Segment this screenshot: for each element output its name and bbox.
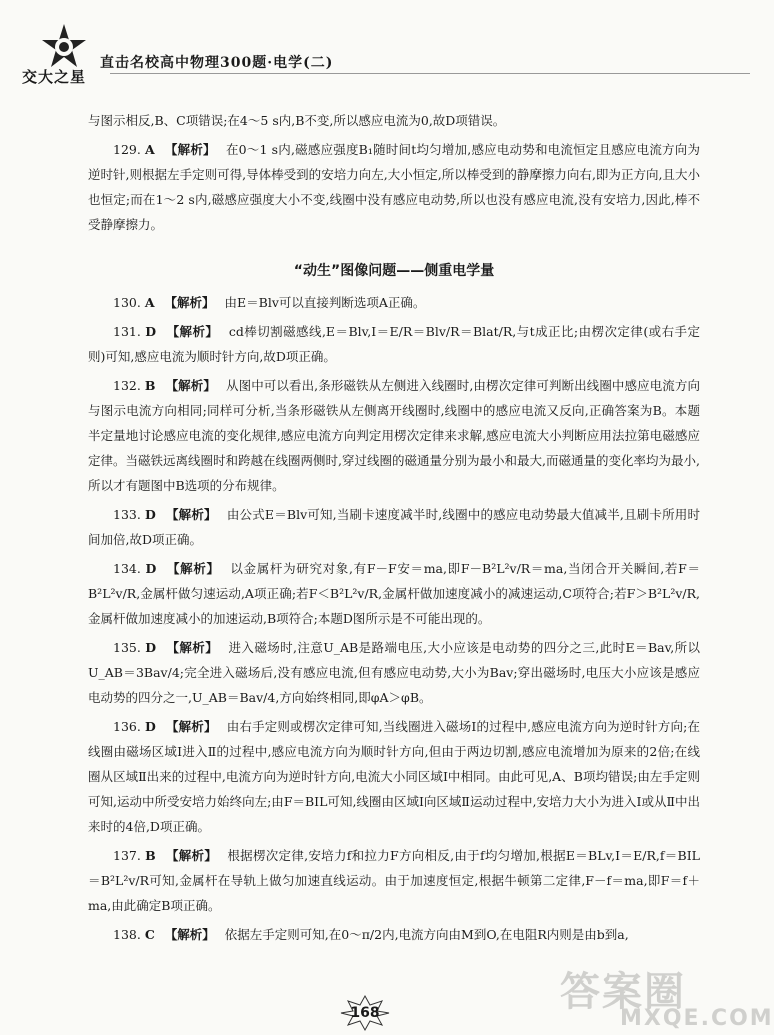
page-number-text: 168 — [350, 1005, 380, 1021]
watermark-line2: MXQE.COM — [620, 1006, 774, 1031]
item-number: 132. — [113, 378, 141, 393]
answer-item-135 — [88, 635, 700, 710]
item-text: 从图中可以看出,条形磁铁从左侧进入线圈时,由楞次定律可判断出线圈中感应电流方向与图示电流方向相同;同样可分析,当条形磁铁从左侧离开线圈时,线圈中的感应电流又反向,正确答案为B。本题半定量地讨论感应电流的变化规律,感应电流方向判定用楞次定律来求解,感应电流大小判断应用法拉第电磁感应定律。当磁铁远离线圈时和跨越在线圈两侧时,穿过线圈的磁通量分别为最小和最大,而磁通量的变化率均为最小,所以才有题图中B选项的分布规律。 — [88, 378, 700, 493]
analysis-tag: 【解析】 — [167, 561, 220, 576]
item-answer: A — [144, 295, 155, 310]
page-content — [88, 108, 700, 951]
analysis-tag: 【解析】 — [166, 507, 217, 522]
section-title: “动生”图像问题——侧重电学量 — [293, 263, 495, 279]
item-text: 根据楞次定律,安培力f和拉力F方向相反,由于f均匀增加,根据E＝BLv,I＝E/R,f＝BIL＝B²L²v/R可知,金属杆在导轨上做匀加速直线运动。由于加速度恒定,根据牛顿第二定律,F－f＝ma,即F＝f＋ma,由此确定B项正确。 — [88, 848, 700, 913]
item-number: 137. — [113, 848, 141, 863]
item-text: 由E＝Blv可以直接判断选项A正确。 — [224, 295, 426, 310]
publisher-logo — [18, 22, 113, 92]
page-header — [0, 0, 750, 95]
item-text: 由公式E＝Blv可知,当刷卡速度减半时,线圈中的感应电动势最大值减半,且刷卡所用时间加倍,故D项正确。 — [88, 507, 700, 547]
paragraph: 与图示相反,B、C项错误;在4～5 s内,B不变,所以感应电流为0,故D项错误。 — [88, 113, 506, 128]
item-text: 进入磁场时,注意U_AB是路端电压,大小应该是电动势的四分之三,此时E＝Bav,所以U_AB＝3Bav/4;完全进入磁场后,没有感应电流,但有感应电动势,大小为Bav;穿出磁场时,电压大小应该是感应电动势的四分之一,U_AB＝Bav/4,方向始终相同,即φA＞φB。 — [88, 640, 700, 705]
item-answer: D — [144, 719, 156, 734]
answer-item-138 — [88, 922, 700, 947]
item-answer: B — [145, 848, 156, 863]
analysis-tag: 【解析】 — [166, 324, 219, 339]
item-text: 在0～1 s内,磁感应强度B₁随时间t均匀增加,感应电动势和电流恒定且感应电流方向为逆时针,则根据左手定则可得,导体棒受到的安培力向左,大小恒定,所以棒受到的静摩擦力向右,即为正方向,且大小也恒定;而在1～2 s内,磁感应强度大小不变,线圈中没有感应电动势,所以也没有感应电流,没有安培力,因此,棒不受静摩擦力。 — [88, 142, 700, 232]
page-number — [340, 995, 390, 1031]
item-number: 131. — [113, 324, 141, 339]
book-title: 直击名校高中物理300题·电学(二) — [100, 55, 334, 71]
item-number: 133. — [113, 507, 141, 522]
item-answer: D — [145, 561, 157, 576]
analysis-tag: 【解析】 — [166, 640, 219, 655]
item-number: 138. — [113, 927, 141, 942]
answer-item-131 — [88, 319, 700, 369]
analysis-tag: 【解析】 — [164, 927, 215, 942]
item-answer: B — [144, 378, 156, 393]
item-text: 以金属杆为研究对象,有F－F安＝ma,即F－B²L²v/R＝ma,当闭合开关瞬间,若F＝B²L²v/R,金属杆做匀速运动,A项正确;若F＜B²L²v/R,金属杆做加速度减小的减速运动,C项符合;若F＞B²L²v/R,金属杆做加速度减小的加速运动,B项符合;本题D图所示是不可能出现的。 — [88, 561, 700, 626]
item-answer: A — [145, 142, 155, 157]
answer-item-136 — [88, 714, 700, 839]
item-number: 130. — [113, 295, 141, 310]
watermark-line1: 答案圈 — [560, 969, 686, 1015]
item-number: 134. — [113, 561, 141, 576]
answer-item-137 — [88, 843, 700, 918]
item-number: 129. — [113, 142, 141, 157]
item-text: 由右手定则或楞次定律可知,当线圈进入磁场Ⅰ的过程中,感应电流方向为逆时针方向;在线圈由磁场区域Ⅰ进入Ⅱ的过程中,感应电流方向为顺时针方向,但由于两边切割,感应电流增加为原来的2倍;在线圈从区域Ⅱ出来的过程中,电流方向为逆时针方向,电流大小同区域Ⅰ中相同。由此可见,A、B项均错误;由左手定则可知,运动中所受安培力始终向左;由F＝BIL可知,线圈由区域Ⅰ向区域Ⅱ运动过程中,安培力大小为进入Ⅰ或从Ⅱ中出来时的4倍,D项正确。 — [88, 719, 700, 834]
answer-item-132 — [88, 373, 700, 498]
analysis-tag: 【解析】 — [164, 295, 215, 310]
analysis-tag: 【解析】 — [165, 378, 216, 393]
answer-item-129 — [88, 137, 700, 237]
item-text: 依据左手定则可知,在0～π/2内,电流方向由M到O,在电阻R内则是由b到a, — [224, 927, 629, 942]
item-answer: D — [145, 324, 157, 339]
item-text: cd棒切割磁感线,E＝Blv,I＝E/R＝Blv/R＝Blat/R,与t成正比;由楞次定律(或右手定则)可知,感应电流为顺时针方向,故D项正确。 — [88, 324, 701, 364]
item-number: 136. — [113, 719, 141, 734]
analysis-tag: 【解析】 — [164, 142, 216, 157]
star-icon — [40, 22, 88, 70]
item-number: 135. — [113, 640, 141, 655]
watermark — [560, 960, 774, 1031]
answer-item-130 — [88, 290, 700, 315]
item-answer: D — [145, 507, 156, 522]
analysis-tag: 【解析】 — [165, 848, 218, 863]
item-answer: C — [144, 927, 155, 942]
item-answer: D — [145, 640, 157, 655]
analysis-tag: 【解析】 — [165, 719, 217, 734]
logo-text: 交大之星 — [22, 68, 87, 86]
answer-item-134 — [88, 556, 700, 631]
answer-item-133 — [88, 502, 700, 552]
header-divider — [110, 73, 750, 74]
